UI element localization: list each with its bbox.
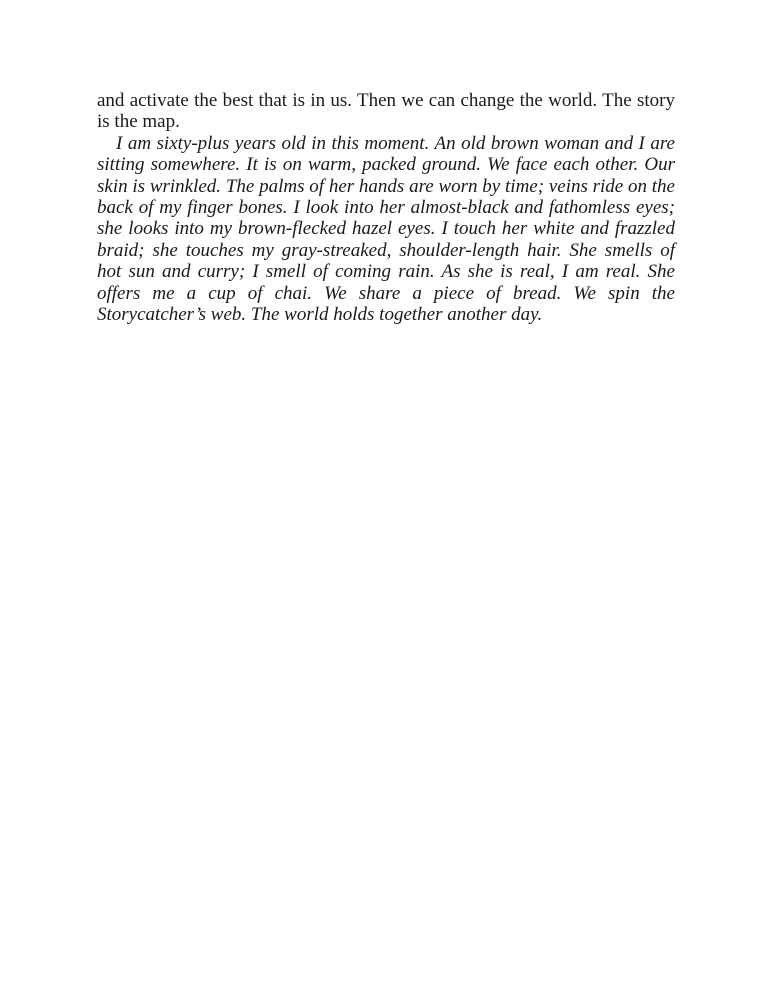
paragraph-italic-passage: I am sixty-plus years old in this moment. An old brown woman and I are sitting somewhere. It is on warm, packed ground. We face each other. Our skin is wrinkled. The palms of her hands are worn by time; veins ride on the back of my finger bones. I look into her almost-black and fathomless eyes; she looks into my brown-flecked hazel eyes. I touch her white and frazzled braid; she touches my gray-streaked, shoulder-length hair. She smells of hot sun and curry; I smell of coming rain. As she is real, I am real. She offers me a cup of chai. We share a piece of bread. We spin the Storycatcher’s web. The world holds together another day. — [97, 132, 675, 326]
paragraph-continuation: and activate the best that is in us. Then we can change the world. The story is the map. — [97, 90, 675, 133]
body-text — [97, 90, 675, 325]
